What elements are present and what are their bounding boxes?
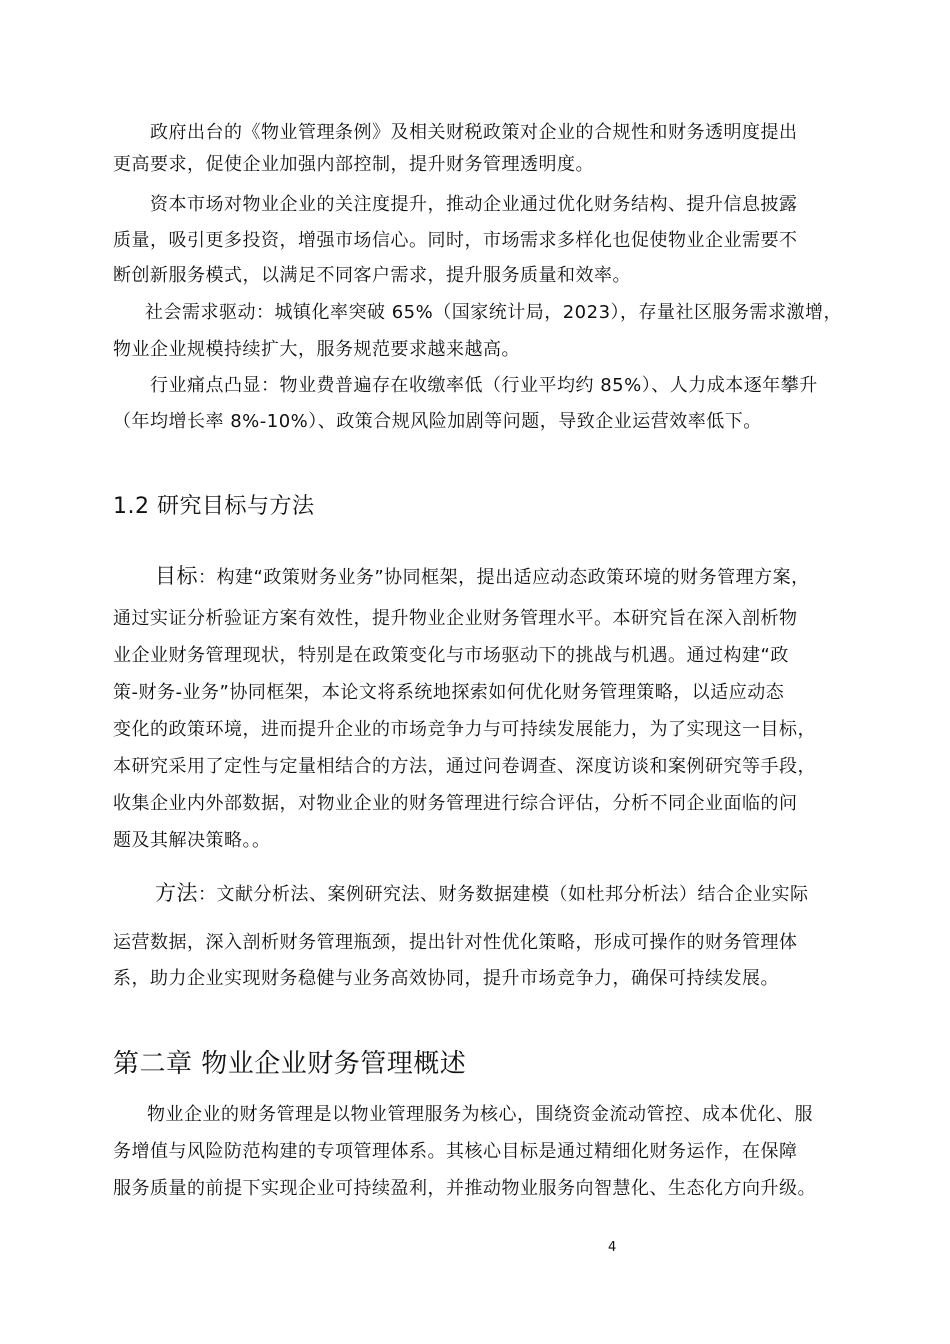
goal-lead: 目标 bbox=[155, 564, 198, 588]
paragraph-line: 本研究采用了定性与定量相结合的方法，通过问卷调查、深度访谈和案例研究等手段， bbox=[113, 756, 816, 777]
paragraph-line: 业企业财务管理现状，特别是在政策变化与市场驱动下的挑战与机遇。通过构建“政 bbox=[113, 645, 789, 666]
section-heading: 1.2 研究目标与方法 bbox=[113, 494, 315, 519]
page-number: 4 bbox=[608, 1240, 617, 1255]
chapter-heading: 第二章 物业企业财务管理概述 bbox=[113, 1049, 467, 1079]
goal-first-line-text: ：构建“政策财务业务”协同框架，提出适应动态政策环境的财务管理方案， bbox=[198, 567, 810, 588]
paragraph-line: 物业企业规模持续扩大，服务规范要求越来越高。 bbox=[113, 339, 520, 360]
paragraph-line: 服务质量的前提下实现企业可持续盈利，并推动物业服务向智慧化、生态化方向升级。 bbox=[113, 1178, 816, 1199]
paragraph-line: 题及其解决策略。。 bbox=[113, 830, 271, 851]
paragraph-line: 断创新服务模式，以满足不同客户需求，提升服务质量和效率。 bbox=[113, 265, 631, 286]
paragraph-line: 社会需求驱动：城镇化率突破 65%（国家统计局，2023），存量社区服务需求激增， bbox=[145, 302, 843, 323]
paragraph-line: 更高要求，促使企业加强内部控制，提升财务管理透明度。 bbox=[113, 154, 594, 175]
method-paragraph-first-line bbox=[155, 881, 809, 907]
paragraph-line: 质量，吸引更多投资，增强市场信心。同时，市场需求多样化也促使物业企业需要不 bbox=[113, 230, 798, 251]
paragraph-line: 务增值与风险防范构建的专项管理体系。其核心目标是通过精细化财务运作，在保障 bbox=[113, 1141, 798, 1162]
paragraph-line: 收集企业内外部数据，对物业企业的财务管理进行综合评估，分析不同企业面临的问 bbox=[113, 793, 798, 814]
paragraph-line: 变化的政策环境，进而提升企业的市场竞争力与可持续发展能力，为了实现这一目标， bbox=[113, 719, 816, 740]
goal-paragraph-first-line bbox=[155, 564, 810, 590]
method-first-line-text: ：文献分析法、案例研究法、财务数据建模（如杜邦分析法）结合企业实际 bbox=[198, 884, 809, 905]
paragraph-line: 资本市场对物业企业的关注度提升，推动企业通过优化财务结构、提升信息披露 bbox=[150, 194, 798, 215]
paragraph-line: 政府出台的《物业管理条例》及相关财税政策对企业的合规性和财务透明度提出 bbox=[150, 122, 798, 143]
paragraph-line: 物业企业的财务管理是以物业管理服务为核心，围绕资金流动管控、成本优化、服 bbox=[147, 1104, 813, 1125]
paragraph-line: 系，助力企业实现财务稳健与业务高效协同，提升市场竞争力，确保可持续发展。 bbox=[113, 968, 779, 989]
paragraph-line: 策-财务-业务”协同框架，本论文将系统地探索如何优化财务管理策略，以适应动态 bbox=[113, 682, 785, 703]
paragraph-line: （年均增长率 8%-10%）、政策合规风险加剧等问题，导致企业运营效率低下。 bbox=[113, 411, 762, 432]
method-lead: 方法 bbox=[155, 881, 198, 905]
paragraph-line: 运营数据，深入剖析财务管理瓶颈，提出针对性优化策略，形成可操作的财务管理体 bbox=[113, 932, 798, 953]
paragraph-line: 行业痛点凸显：物业费普遍存在收缴率低（行业平均约 85%）、人力成本逐年攀升 bbox=[150, 375, 818, 396]
paragraph-line: 通过实证分析验证方案有效性，提升物业企业财务管理水平。本研究旨在深入剖析物 bbox=[113, 608, 798, 629]
